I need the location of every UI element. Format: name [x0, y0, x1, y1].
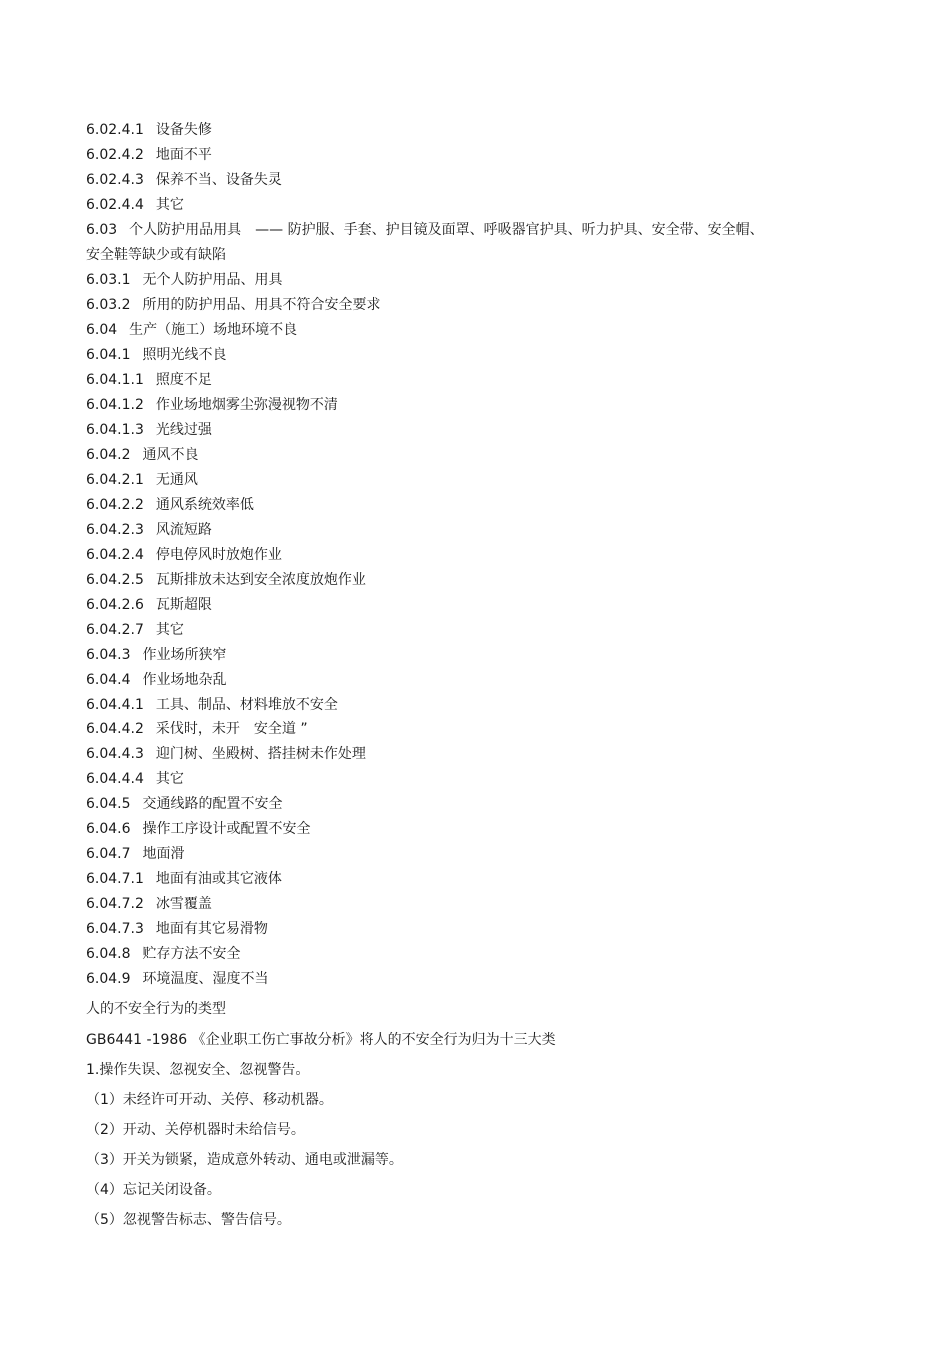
line-text: 设备失修	[155, 122, 212, 138]
text-line	[86, 744, 866, 764]
section-number: 6.04.5	[86, 796, 131, 812]
text-line	[86, 495, 866, 515]
line-text: 其它	[155, 622, 184, 638]
text-line	[86, 670, 866, 690]
line-text: 其它	[155, 771, 184, 787]
line-text: 安全鞋等缺少或有缺陷	[86, 247, 226, 263]
text-line	[86, 999, 866, 1019]
text-line	[86, 370, 866, 390]
section-number: 6.04.2.1	[86, 472, 144, 488]
line-text: （3）开关为锁紧，造成意外转动、通电或泄漏等。	[86, 1152, 403, 1168]
line-text: 作业场地杂乱	[142, 672, 227, 688]
line-text: 人的不安全行为的类型	[86, 1001, 226, 1017]
text-line	[86, 120, 866, 140]
line-text: 采伐时，未开 安全道 ”	[155, 721, 308, 737]
line-text: 瓦斯排放未达到安全浓度放炮作业	[155, 572, 366, 588]
section-number: 6.04.4.1	[86, 697, 144, 713]
section-number: 6.04.2.5	[86, 572, 144, 588]
section-number: 6.02.4.2	[86, 147, 144, 163]
line-text: 其它	[155, 197, 184, 213]
line-text: 环境温度、湿度不当	[142, 971, 269, 987]
text-line	[86, 220, 866, 240]
line-text: 风流短路	[155, 522, 212, 538]
section-number: 6.04.8	[86, 946, 131, 962]
line-text: 无个人防护用品、用具	[142, 272, 283, 288]
text-line	[86, 445, 866, 465]
line-text: 无通风	[155, 472, 198, 488]
section-number: 6.03.1	[86, 272, 131, 288]
text-line	[86, 869, 866, 889]
text-line	[86, 794, 866, 814]
text-line	[86, 570, 866, 590]
line-text: 地面有油或其它液体	[155, 871, 282, 887]
text-line	[86, 320, 866, 340]
text-line	[86, 620, 866, 640]
text-line	[86, 719, 866, 739]
line-text: 1.操作失误、忽视安全、忽视警告。	[86, 1062, 310, 1078]
line-text: 个人防护用品用具 —— 防护服、手套、护目镜及面罩、呼吸器官护具、听力护具、安全带、安全帽、	[129, 222, 764, 238]
section-number: 6.04.7	[86, 846, 131, 862]
text-line	[86, 894, 866, 914]
line-text: 贮存方法不安全	[142, 946, 241, 962]
line-text: 工具、制品、材料堆放不安全	[155, 697, 338, 713]
section-number: 6.04.1.1	[86, 372, 144, 388]
text-line	[86, 919, 866, 939]
section-number: 6.04.1.3	[86, 422, 144, 438]
section-number: 6.04.4.2	[86, 721, 144, 737]
text-line	[86, 295, 866, 315]
text-line	[86, 944, 866, 964]
text-line	[86, 195, 866, 215]
line-text: 照度不足	[155, 372, 212, 388]
text-line	[86, 520, 866, 540]
text-line	[86, 1090, 866, 1110]
section-number: 6.03	[86, 222, 118, 238]
section-number: 6.04.6	[86, 821, 131, 837]
section-number: 6.04.7.3	[86, 921, 144, 937]
line-text: 作业场所狭窄	[142, 647, 227, 663]
text-line	[86, 769, 866, 789]
section-number: 6.02.4.1	[86, 122, 144, 138]
line-text: （5）忽视警告标志、警告信号。	[86, 1212, 291, 1228]
line-text: 作业场地烟雾尘弥漫视物不清	[155, 397, 338, 413]
section-number: 6.04.4	[86, 672, 131, 688]
section-number: 6.03.2	[86, 297, 131, 313]
line-text: 迎门树、坐殿树、搭挂树未作处理	[155, 746, 366, 762]
section-number: 6.04	[86, 322, 118, 338]
text-line	[86, 695, 866, 715]
text-line	[86, 1060, 866, 1080]
line-text: 交通线路的配置不安全	[142, 796, 283, 812]
text-line	[86, 844, 866, 864]
line-text: 照明光线不良	[142, 347, 227, 363]
section-number: 6.02.4.4	[86, 197, 144, 213]
line-text: 通风不良	[142, 447, 199, 463]
text-line	[86, 420, 866, 440]
text-line	[86, 1180, 866, 1200]
section-number: 6.02.4.3	[86, 172, 144, 188]
text-line	[86, 1030, 866, 1050]
line-text: 操作工序设计或配置不安全	[142, 821, 311, 837]
section-number: 6.04.7.1	[86, 871, 144, 887]
section-number: 6.04.1.2	[86, 397, 144, 413]
text-line	[86, 145, 866, 165]
section-number: 6.04.2.6	[86, 597, 144, 613]
text-line	[86, 1150, 866, 1170]
text-line	[86, 270, 866, 290]
section-number: 6.04.1	[86, 347, 131, 363]
section-number: 6.04.2.3	[86, 522, 144, 538]
line-text: 通风系统效率低	[155, 497, 254, 513]
text-line	[86, 345, 866, 365]
section-number: 6.04.4.4	[86, 771, 144, 787]
line-text: 保养不当、设备失灵	[155, 172, 282, 188]
text-line	[86, 545, 866, 565]
section-number: 6.04.2.7	[86, 622, 144, 638]
text-line	[86, 1210, 866, 1230]
line-text: 停电停风时放炮作业	[155, 547, 282, 563]
text-line	[86, 819, 866, 839]
line-text: 瓦斯超限	[155, 597, 212, 613]
line-text: 冰雪覆盖	[155, 896, 212, 912]
text-line	[86, 170, 866, 190]
text-line	[86, 470, 866, 490]
section-number: 6.04.3	[86, 647, 131, 663]
line-text: （4）忘记关闭设备。	[86, 1182, 221, 1198]
section-number: 6.04.9	[86, 971, 131, 987]
text-line	[86, 245, 866, 265]
text-line	[86, 969, 866, 989]
section-number: 6.04.2.2	[86, 497, 144, 513]
section-number: 6.04.2.4	[86, 547, 144, 563]
section-number: 6.04.2	[86, 447, 131, 463]
line-text: 所用的防护用品、用具不符合安全要求	[142, 297, 381, 313]
line-text: 地面滑	[142, 846, 185, 862]
line-text: （2）开动、关停机器时未给信号。	[86, 1122, 305, 1138]
text-line	[86, 645, 866, 665]
text-line	[86, 1120, 866, 1140]
text-line	[86, 595, 866, 615]
line-text: （1）未经许可开动、关停、移动机器。	[86, 1092, 333, 1108]
text-line	[86, 395, 866, 415]
section-number: 6.04.4.3	[86, 746, 144, 762]
line-text: 地面不平	[155, 147, 212, 163]
line-text: 地面有其它易滑物	[155, 921, 268, 937]
line-text: GB6441 -1986 《企业职工伤亡事故分析》将人的不安全行为归为十三大类	[86, 1032, 556, 1048]
section-number: 6.04.7.2	[86, 896, 144, 912]
line-text: 生产（施工）场地环境不良	[129, 322, 298, 338]
line-text: 光线过强	[155, 422, 212, 438]
